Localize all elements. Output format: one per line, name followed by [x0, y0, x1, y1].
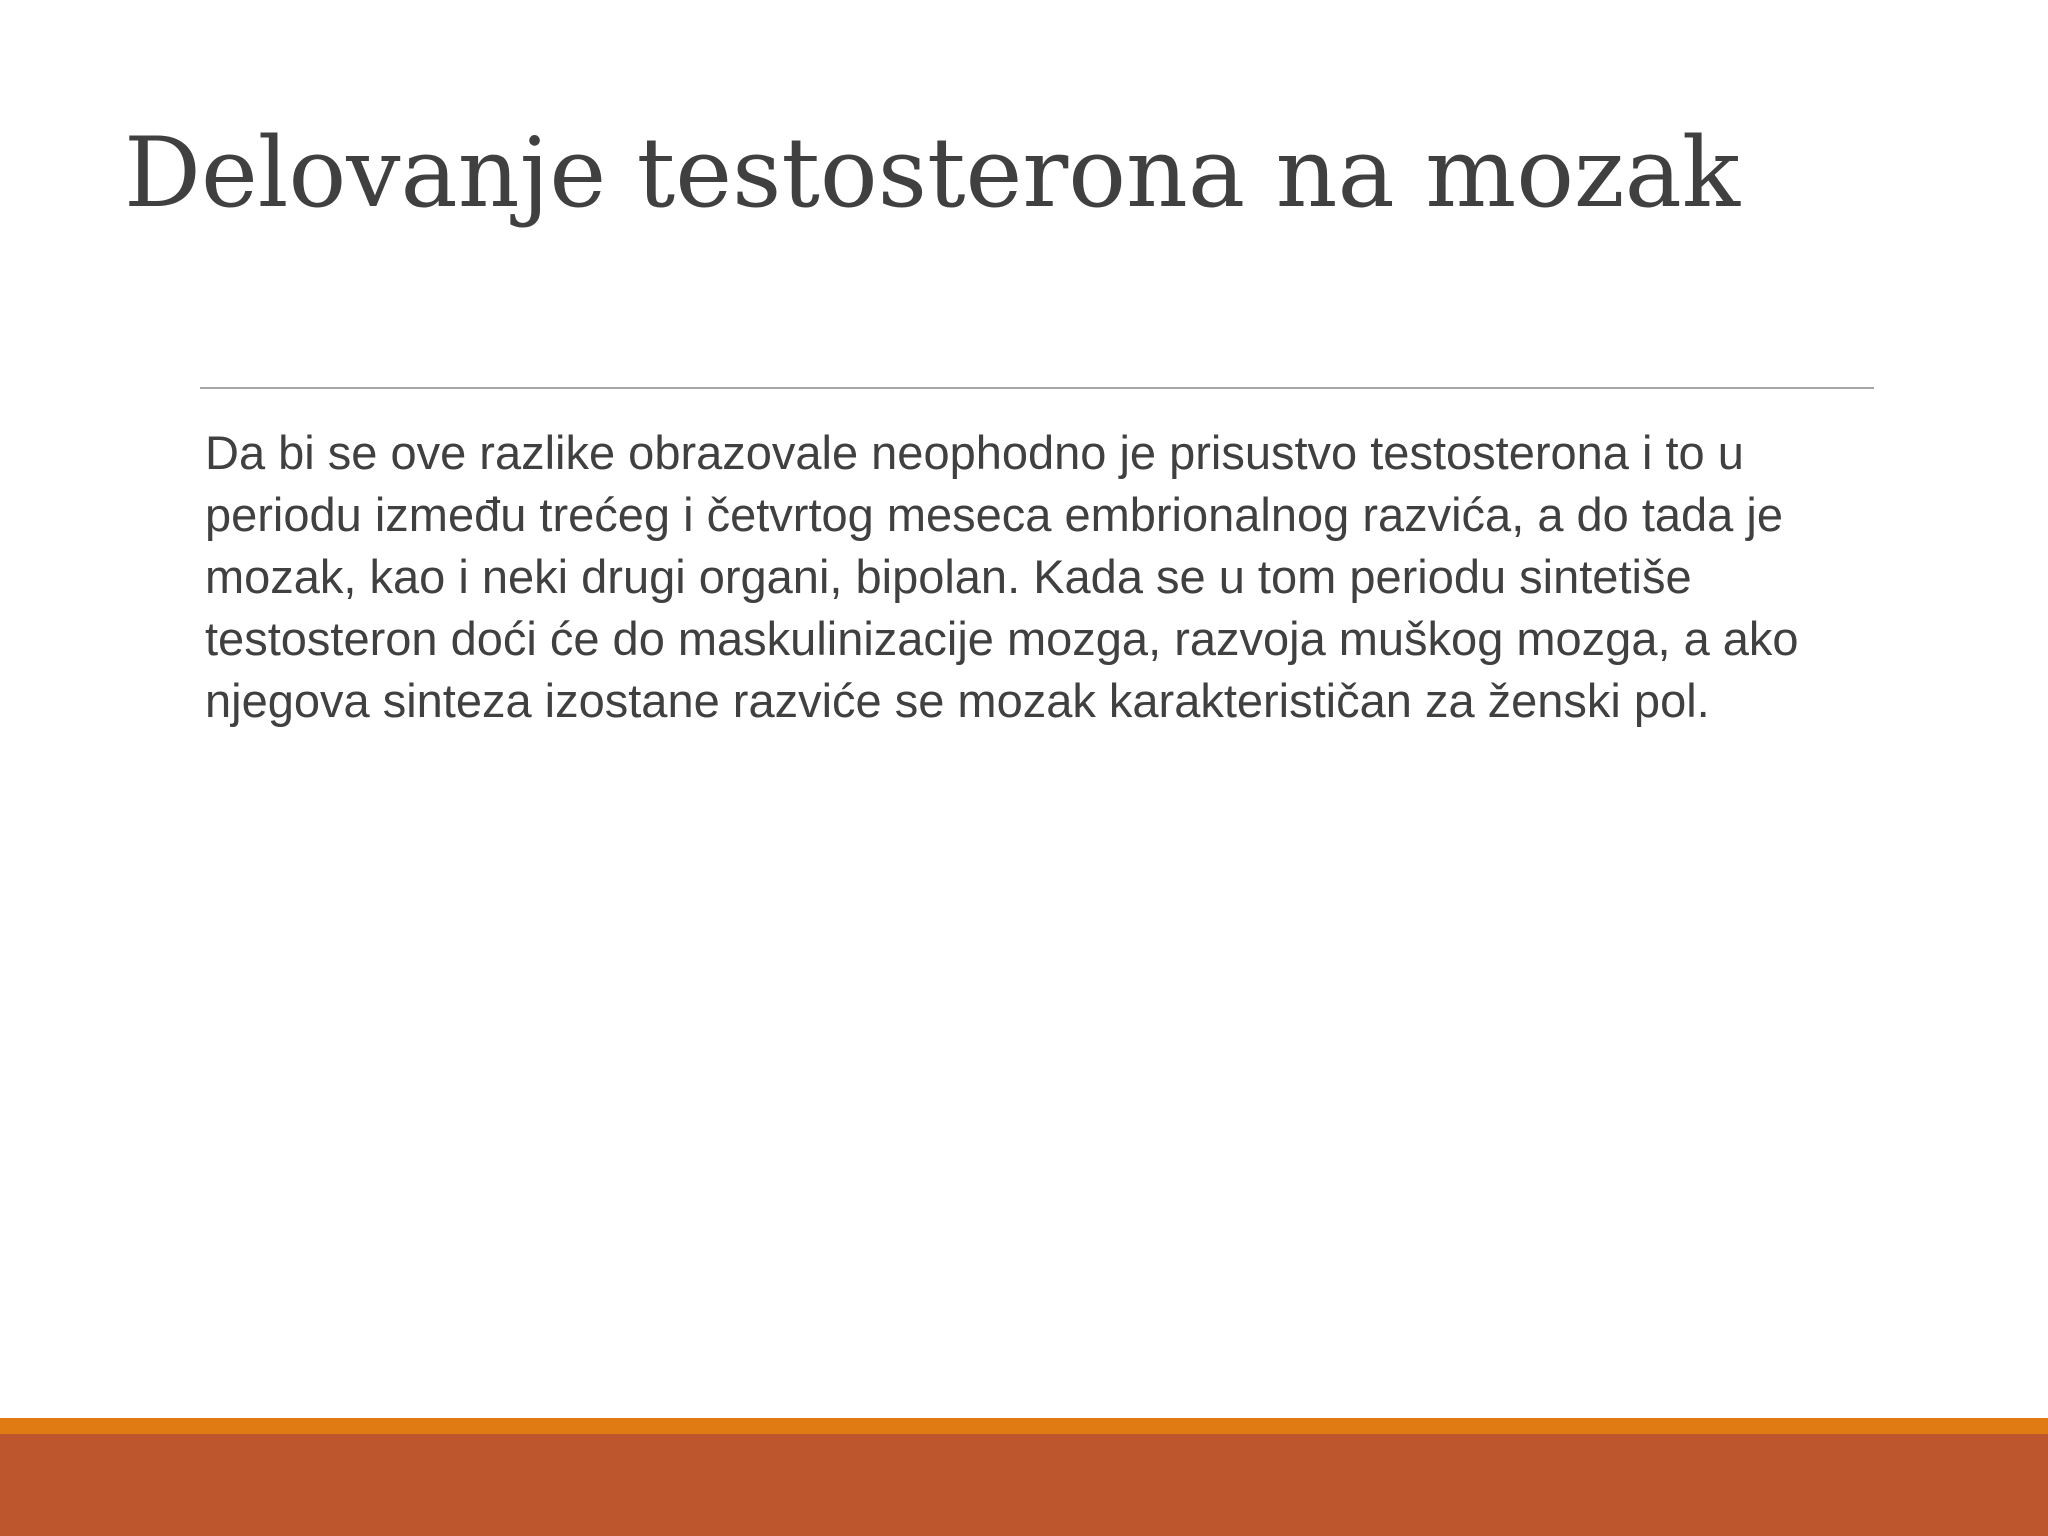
slide-body-text: Da bi se ove razlike obrazovale neophodno je prisustvo testosterona i to u periodu između trećeg i četvrtog meseca embrionalnog razvića, a do tada je mozak, kao i neki drugi organi, bipolan. Kada se u tom periodu sintetiše testosteron doći će do maskulinizacije mozga, razvoja muškog mozga, a ako njegova sinteza izostane razviće se mozak karakterističan za ženski pol. — [205, 426, 1799, 727]
footer-accent-stripe — [0, 1418, 2048, 1434]
footer-bar — [0, 1434, 2048, 1536]
title-divider — [200, 387, 1874, 389]
slide-title: Delovanje testosterona na mozak — [124, 117, 1741, 229]
